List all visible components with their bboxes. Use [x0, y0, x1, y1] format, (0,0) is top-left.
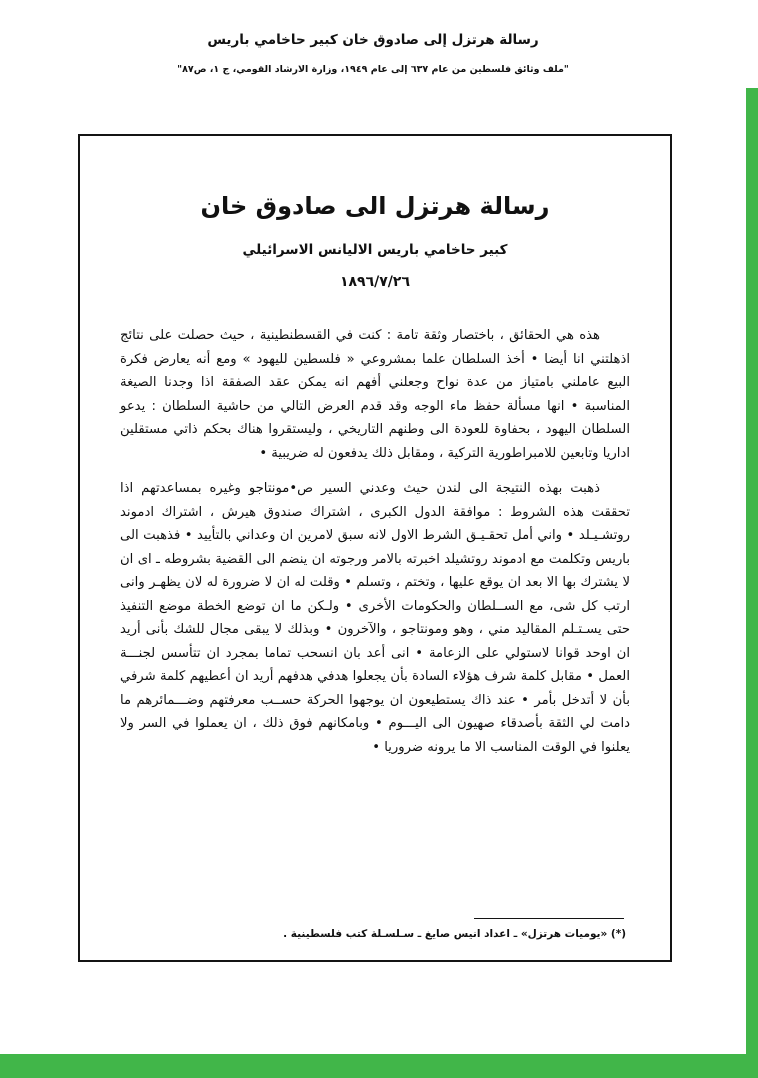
footnote-area: [120, 918, 630, 944]
document-title: رسالة هرتزل الى صادوق خان: [200, 192, 550, 220]
scan-background-strip-bottom: [0, 1054, 758, 1078]
document-body: [120, 324, 630, 771]
page-header: [0, 0, 746, 75]
page-header-source-line: "ملف وثائق فلسطين من عام ٦٣٧ إلى عام ١٩٤٩، وزارة الارشاد القومي، ج ١، ص٨٧": [177, 64, 569, 75]
document-date: ١٨٩٦/٧/٢٦: [339, 274, 411, 290]
footnote-divider: [474, 918, 624, 919]
paragraph-1: هذه هي الحقائق ، باختصار وثقة تامة : كنت في القسطنطينية ، حيث حصلت على نتائج اذهلتني انا أيضا • أخذ السلطان علما بمشروعي « فلسطين لليهود » ومع أنه يعارض فكرة البيع عاملني بامتياز من عدة نواح وجعلني أفهم انه يمكن عقد الصفقة اذا وجدنا الصيغة المناسبة • انها مسألة حفظ ماء الوجه وقد قدم العرض التالي من حاشية السلطان : يدعو السلطان اليهود ، بحفاوة للعودة الى وطنهم التاريخي ، وليستقروا هناك بحكم ذاتي مستقلين اداريا وتابعين للامبراطورية التركية ، ومقابل ذلك يدفعون له ضريبية •: [120, 328, 630, 461]
page-header-title: رسالة هرتزل إلى صادوق خان كبير حاخامي باريس: [207, 32, 539, 48]
paragraph-2: ذهبت بهذه النتيجة الى لندن حيث وعدني السير ص•مونتاجو وغيره بمساعدتهم اذا تحققت هذه الشروط : موافقة الدول الكبرى ، اشتراك صندوق هيرش ، اشتراك ادموند روتشـيـلد • واني أمل تحقـيـق الشرط الاول لانه سبق لامرين ان وعداني بالتأييد • فذهبت الى باريس وتكلمت مع ادموند روتشيلد اخبرته بالامر ورجوته ان ينضم الى القضية بشروطه ـ اى ان لا يشترك بها الا بعد ان يوقع عليها ، وتختم ، وتسلم • وقلت له ان لا ضرورة له لان يظهـر وانى ارتب كل شى، مع الســلطان والحكومات الأخرى • ولـكن ما ان توضع الخطة موضع التنفيذ حتى يسـتـلم المقاليد مني ، وهو ومونتاجو ، والآخرون • وبذلك لا يبقى مجال للشك بأنى أريد ان اوحد قوانا لاستولي على الزعامة • انى أعد بان انسحب تماما بمجرد ان تتأسس لجنـــة العمل • مقابل كلمة شرف هؤلاء السادة بأن يجعلوا هدفي هدفهم أريد ان أعطيهم كلمة شرفي بأن لا أتدخل بأمر • عند ذاك يستطيعون ان يوجهوا الحركة حســب معرفتهم وضـــمائرهم ما دامت لي الثقة بأصدقاء صهيون الى اليـــوم • وبامكانهم فوق ذلك ، ان يعملوا في السر ولا يعلنوا في الوقت المناسب الا ما يرونه ضروريا •: [120, 481, 630, 755]
scan-background-strip-right: [746, 88, 758, 1078]
document-subtitle: كبير حاخامي باريس الاليانس الاسرائيلي: [242, 242, 508, 258]
footnote-text: (*) «يوميات هرتزل» ـ اعداد انيس صايغ ـ سـلسـلة كتب فلسطينية .: [283, 928, 626, 940]
document-border-box: [78, 134, 672, 962]
